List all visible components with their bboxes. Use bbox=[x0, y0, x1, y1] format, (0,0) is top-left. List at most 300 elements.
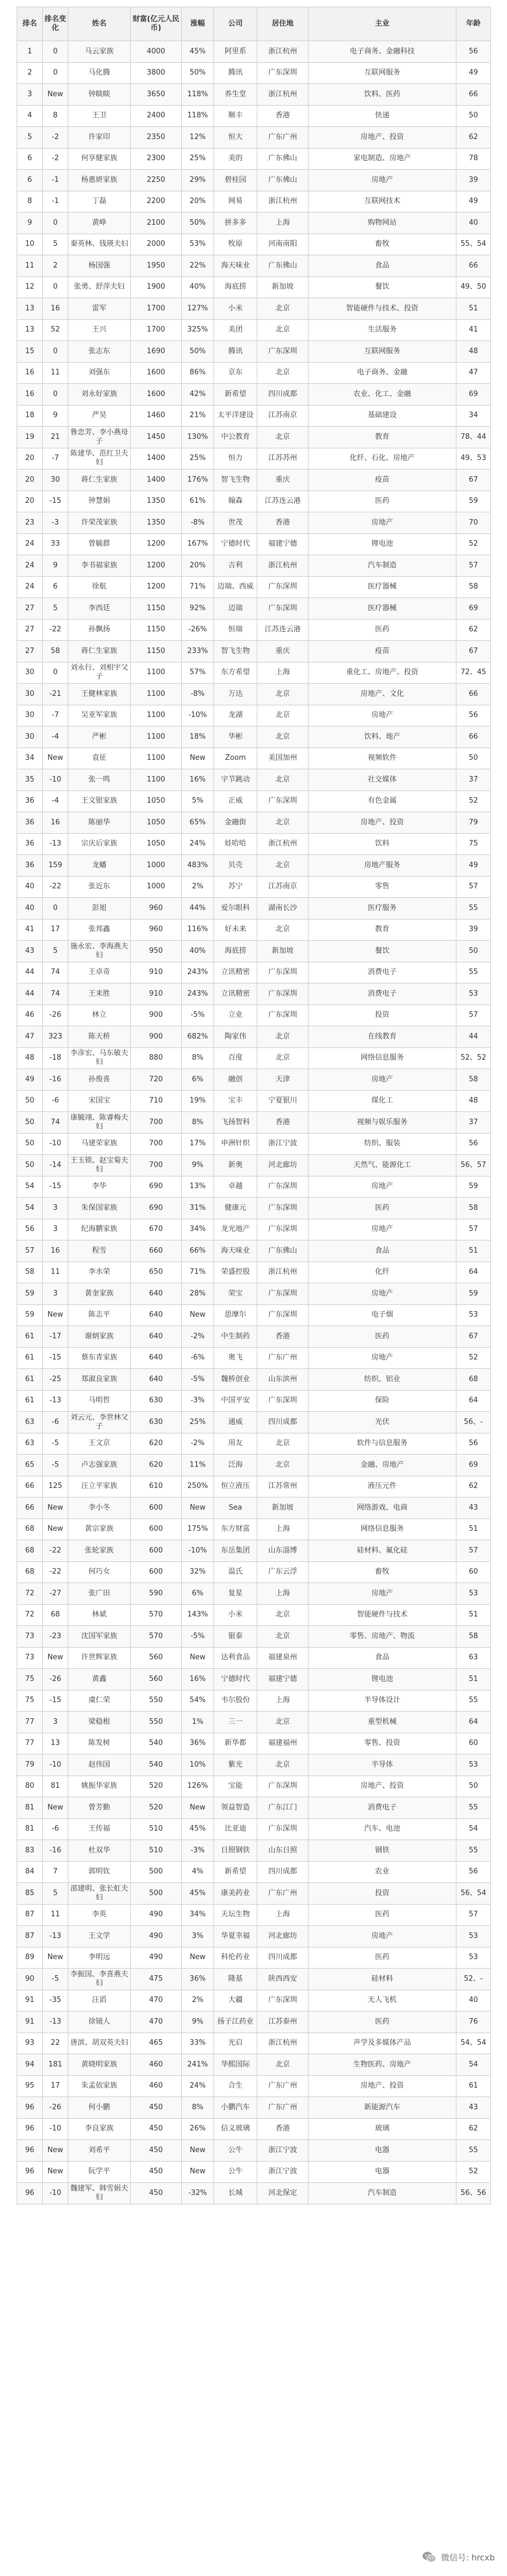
cell-rank-change: -15 bbox=[43, 491, 68, 512]
cell-growth: 86% bbox=[182, 362, 214, 384]
cell-residence: 广东佛山 bbox=[257, 1240, 309, 1262]
cell-residence: 北京 bbox=[257, 726, 309, 748]
cell-growth: 40% bbox=[182, 941, 214, 962]
cell-age: 52 bbox=[456, 533, 491, 555]
cell-company: 新希望 bbox=[214, 1861, 257, 1883]
cell-wealth: 1100 bbox=[131, 769, 182, 791]
cell-wealth: 660 bbox=[131, 1240, 182, 1262]
cell-industry: 网络信息服务 bbox=[309, 1519, 456, 1540]
cell-wealth: 475 bbox=[131, 1969, 182, 1990]
cell-name: 曾毓群 bbox=[68, 533, 131, 555]
table-row bbox=[17, 2161, 491, 2183]
cell-age: 52 bbox=[456, 2161, 491, 2183]
cell-name: 李振国、李喜燕夫妇 bbox=[68, 1969, 131, 1990]
cell-growth: 20% bbox=[182, 191, 214, 212]
table-row bbox=[17, 898, 491, 919]
cell-rank: 49 bbox=[17, 1069, 43, 1091]
cell-industry: 玻璃 bbox=[309, 2118, 456, 2140]
cell-company: 扬子江药业 bbox=[214, 2011, 257, 2033]
cell-growth: 24% bbox=[182, 833, 214, 855]
cell-rank: 36 bbox=[17, 812, 43, 834]
cell-age: 75 bbox=[456, 833, 491, 855]
cell-industry: 房地产、投资 bbox=[309, 1776, 456, 1797]
cell-age: 76 bbox=[456, 2011, 491, 2033]
table-row bbox=[17, 1326, 491, 1348]
cell-residence: 北京 bbox=[257, 427, 309, 448]
cell-rank-change: 0 bbox=[43, 384, 68, 406]
cell-growth: -6% bbox=[182, 1347, 214, 1369]
cell-wealth: 1700 bbox=[131, 319, 182, 341]
cell-age: 70 bbox=[456, 512, 491, 534]
cell-residence: 广东广州 bbox=[257, 1883, 309, 1905]
cell-residence: 香港 bbox=[257, 2118, 309, 2140]
table-row bbox=[17, 576, 491, 598]
cell-company: 大疆 bbox=[214, 1990, 257, 2011]
cell-growth: 24% bbox=[182, 2075, 214, 2097]
cell-residence: 上海 bbox=[257, 212, 309, 234]
cell-rank: 95 bbox=[17, 2075, 43, 2097]
table-row bbox=[17, 1476, 491, 1497]
cell-wealth: 880 bbox=[131, 1047, 182, 1069]
cell-residence: 北京 bbox=[257, 855, 309, 877]
cell-company: 长城 bbox=[214, 2183, 257, 2204]
cell-company: 腾讯 bbox=[214, 341, 257, 363]
cell-residence: 北京 bbox=[257, 1433, 309, 1455]
cell-age: 66 bbox=[456, 84, 491, 106]
cell-industry: 智能硬件与技术、投资 bbox=[309, 298, 456, 320]
cell-age: 62 bbox=[456, 619, 491, 641]
cell-industry: 天然气、能源化工 bbox=[309, 1155, 456, 1176]
cell-residence: 广东深圳 bbox=[257, 1990, 309, 2011]
cell-residence: 福建宁德 bbox=[257, 533, 309, 555]
cell-industry: 房地产 bbox=[309, 1283, 456, 1305]
cell-company: 美的 bbox=[214, 148, 257, 170]
cell-residence: 四川成都 bbox=[257, 1412, 309, 1433]
cell-name: 张广田 bbox=[68, 1583, 131, 1605]
cell-growth: 65% bbox=[182, 812, 214, 834]
cell-residence: 浙江宁波 bbox=[257, 2140, 309, 2162]
cell-rank: 30 bbox=[17, 726, 43, 748]
cell-name: 黄奎家族 bbox=[68, 1283, 131, 1305]
cell-age: 40 bbox=[456, 1990, 491, 2011]
cell-age: 52、52 bbox=[456, 1047, 491, 1069]
cell-company: 荣宝 bbox=[214, 1283, 257, 1305]
cell-rank: 8 bbox=[17, 191, 43, 212]
cell-wealth: 490 bbox=[131, 1926, 182, 1947]
cell-growth: 36% bbox=[182, 1969, 214, 1990]
cell-rank: 57 bbox=[17, 1240, 43, 1262]
cell-age: 52 bbox=[456, 790, 491, 812]
table-row bbox=[17, 1155, 491, 1176]
cell-wealth: 1100 bbox=[131, 748, 182, 769]
cell-wealth: 1900 bbox=[131, 276, 182, 298]
cell-company: 立讯精密 bbox=[214, 962, 257, 983]
cell-age: 58 bbox=[456, 1626, 491, 1648]
cell-name: 梁稳根 bbox=[68, 1712, 131, 1733]
cell-rank-change: -13 bbox=[43, 1390, 68, 1412]
cell-rank-change: 5 bbox=[43, 598, 68, 620]
cell-industry: 零售 bbox=[309, 876, 456, 898]
cell-rank: 77 bbox=[17, 1712, 43, 1733]
cell-rank: 56 bbox=[17, 1219, 43, 1240]
cell-company: 智飞生物 bbox=[214, 641, 257, 662]
cell-rank-change: 13 bbox=[43, 1733, 68, 1754]
table-row bbox=[17, 1090, 491, 1112]
table-row bbox=[17, 62, 491, 84]
table-row bbox=[17, 1283, 491, 1305]
cell-name: 许世辉家族 bbox=[68, 1647, 131, 1669]
cell-rank-change: 0 bbox=[43, 62, 68, 84]
cell-rank: 24 bbox=[17, 555, 43, 577]
cell-rank: 19 bbox=[17, 427, 43, 448]
cell-industry: 房地产 bbox=[309, 1069, 456, 1091]
cell-company: 申洲针织 bbox=[214, 1133, 257, 1155]
cell-name: 陈天桥 bbox=[68, 1026, 131, 1048]
table-row bbox=[17, 1969, 491, 1990]
cell-industry: 消费电子 bbox=[309, 1797, 456, 1819]
cell-residence: 江苏常州 bbox=[257, 1476, 309, 1497]
cell-wealth: 640 bbox=[131, 1283, 182, 1305]
cell-rank-change: -10 bbox=[43, 2183, 68, 2204]
cell-company: 宝能 bbox=[214, 1776, 257, 1797]
cell-wealth: 720 bbox=[131, 1069, 182, 1091]
cell-growth: 126% bbox=[182, 1776, 214, 1797]
cell-company: 比亚迪 bbox=[214, 1818, 257, 1840]
cell-rank-change: -5 bbox=[43, 1969, 68, 1990]
cell-company: 卓越 bbox=[214, 1176, 257, 1198]
cell-rank-change: 52 bbox=[43, 319, 68, 341]
cell-rank-change: New bbox=[43, 1797, 68, 1819]
table-row bbox=[17, 705, 491, 726]
cell-age: 55 bbox=[456, 1690, 491, 1712]
cell-growth: 25% bbox=[182, 448, 214, 469]
cell-rank-change: 22 bbox=[43, 2033, 68, 2054]
cell-growth: 71% bbox=[182, 576, 214, 598]
cell-rank: 27 bbox=[17, 619, 43, 641]
cell-wealth: 465 bbox=[131, 2033, 182, 2054]
cell-residence: 北京 bbox=[257, 1604, 309, 1626]
cell-wealth: 560 bbox=[131, 1669, 182, 1690]
cell-rank: 73 bbox=[17, 1626, 43, 1648]
cell-growth: 17% bbox=[182, 1133, 214, 1155]
cell-wealth: 670 bbox=[131, 1219, 182, 1240]
cell-name: 刘希平 bbox=[68, 2140, 131, 2162]
cell-rank: 20 bbox=[17, 469, 43, 491]
cell-rank-change: 8 bbox=[43, 105, 68, 127]
table-row bbox=[17, 1904, 491, 1926]
cell-age: 54 bbox=[456, 1818, 491, 1840]
cell-company: 新华都 bbox=[214, 1733, 257, 1754]
cell-wealth: 610 bbox=[131, 1476, 182, 1497]
cell-rank-change: -15 bbox=[43, 1690, 68, 1712]
cell-rank: 96 bbox=[17, 2118, 43, 2140]
cell-wealth: 1000 bbox=[131, 876, 182, 898]
cell-company: 合生 bbox=[214, 2075, 257, 2097]
wealth-rank-table bbox=[17, 7, 491, 2204]
cell-age: 59 bbox=[456, 491, 491, 512]
cell-company: 恒大 bbox=[214, 127, 257, 149]
cell-industry: 视频与娱乐服务 bbox=[309, 1112, 456, 1134]
cell-age: 59 bbox=[456, 1176, 491, 1198]
cell-age: 52 bbox=[456, 1347, 491, 1369]
cell-rank-change: -10 bbox=[43, 2118, 68, 2140]
cell-wealth: 1350 bbox=[131, 512, 182, 534]
cell-age: 54、54 bbox=[456, 2033, 491, 2054]
cell-industry: 餐饮 bbox=[309, 276, 456, 298]
table-row bbox=[17, 1519, 491, 1540]
cell-rank: 30 bbox=[17, 662, 43, 684]
cell-name: 何小鹏 bbox=[68, 2097, 131, 2119]
cell-wealth: 570 bbox=[131, 1626, 182, 1648]
cell-growth: 16% bbox=[182, 1669, 214, 1690]
table-row bbox=[17, 769, 491, 791]
cell-residence: 浙江宁波 bbox=[257, 1133, 309, 1155]
cell-rank-change: 9 bbox=[43, 405, 68, 427]
cell-name: 王卓奇 bbox=[68, 962, 131, 983]
table-row bbox=[17, 2183, 491, 2204]
cell-industry: 家电制造、房地产 bbox=[309, 148, 456, 170]
cell-industry: 房地产 bbox=[309, 1219, 456, 1240]
cell-growth: 33% bbox=[182, 2033, 214, 2054]
cell-company: 东岳集团 bbox=[214, 1540, 257, 1562]
cell-residence: 北京 bbox=[257, 1754, 309, 1776]
cell-growth: -3% bbox=[182, 1840, 214, 1862]
cell-growth: 2% bbox=[182, 876, 214, 898]
cell-growth: 71% bbox=[182, 1262, 214, 1283]
cell-growth: 26% bbox=[182, 2118, 214, 2140]
cell-name: 唐滨、胡双英夫妇 bbox=[68, 2033, 131, 2054]
cell-name: 阮学平 bbox=[68, 2161, 131, 2183]
cell-company: 网易 bbox=[214, 191, 257, 212]
cell-rank-change: 11 bbox=[43, 362, 68, 384]
cell-name: 钟睒睒 bbox=[68, 84, 131, 106]
cell-growth: New bbox=[182, 1947, 214, 1969]
wechat-watermark bbox=[422, 2549, 495, 2565]
cell-industry: 饮料、医药 bbox=[309, 84, 456, 106]
cell-growth: 28% bbox=[182, 1283, 214, 1305]
table-row bbox=[17, 1754, 491, 1776]
cell-industry: 汽车制造 bbox=[309, 2183, 456, 2204]
cell-wealth: 2350 bbox=[131, 127, 182, 149]
cell-rank: 44 bbox=[17, 962, 43, 983]
cell-growth: New bbox=[182, 1497, 214, 1519]
cell-wealth: 490 bbox=[131, 1947, 182, 1969]
cell-wealth: 1400 bbox=[131, 448, 182, 469]
cell-wealth: 1600 bbox=[131, 362, 182, 384]
cell-growth: 34% bbox=[182, 1904, 214, 1926]
cell-company: 小鹏汽车 bbox=[214, 2097, 257, 2119]
cell-company: Zoom bbox=[214, 748, 257, 769]
cell-company: 复星 bbox=[214, 1583, 257, 1605]
cell-rank: 35 bbox=[17, 769, 43, 791]
cell-age: 78 bbox=[456, 148, 491, 170]
cell-residence: 广东广州 bbox=[257, 1347, 309, 1369]
cell-wealth: 1050 bbox=[131, 833, 182, 855]
cell-residence: 浙江杭州 bbox=[257, 833, 309, 855]
cell-age: 48 bbox=[456, 1090, 491, 1112]
cell-wealth: 900 bbox=[131, 1005, 182, 1026]
table-row bbox=[17, 298, 491, 320]
cell-name: 王玉锁、赵宝菊夫妇 bbox=[68, 1155, 131, 1176]
cell-rank-change: -6 bbox=[43, 1412, 68, 1433]
cell-growth: 6% bbox=[182, 1069, 214, 1091]
table-row bbox=[17, 84, 491, 106]
cell-growth: 25% bbox=[182, 1412, 214, 1433]
cell-residence: 上海 bbox=[257, 1904, 309, 1926]
cell-industry: 医药 bbox=[309, 491, 456, 512]
cell-growth: New bbox=[182, 1647, 214, 1669]
cell-name: 宗庆后家族 bbox=[68, 833, 131, 855]
cell-industry: 房地产 bbox=[309, 512, 456, 534]
cell-growth: 9% bbox=[182, 1155, 214, 1176]
cell-industry: 疫苗 bbox=[309, 641, 456, 662]
cell-rank-change: 74 bbox=[43, 1112, 68, 1134]
cell-company: 魏桥创业 bbox=[214, 1369, 257, 1391]
cell-industry: 农业、化工、金融 bbox=[309, 384, 456, 406]
table-row bbox=[17, 1176, 491, 1198]
table-row bbox=[17, 405, 491, 427]
table-row bbox=[17, 983, 491, 1005]
cell-company: 东方财富 bbox=[214, 1519, 257, 1540]
cell-wealth: 910 bbox=[131, 962, 182, 983]
cell-company: 华夏幸福 bbox=[214, 1926, 257, 1947]
cell-company: 思摩尔 bbox=[214, 1304, 257, 1326]
cell-name: 黄鑫 bbox=[68, 1669, 131, 1690]
cell-wealth: 450 bbox=[131, 2161, 182, 2183]
cell-name: 王文银家族 bbox=[68, 790, 131, 812]
cell-growth: -5% bbox=[182, 1626, 214, 1648]
cell-growth: 10% bbox=[182, 1754, 214, 1776]
table-row bbox=[17, 2011, 491, 2033]
cell-name: 王来胜 bbox=[68, 983, 131, 1005]
cell-age: 53 bbox=[456, 1304, 491, 1326]
cell-name: 蔡东青家族 bbox=[68, 1347, 131, 1369]
cell-age: 56、54 bbox=[456, 1883, 491, 1905]
cell-growth: 4% bbox=[182, 1861, 214, 1883]
cell-rank-change: -23 bbox=[43, 1626, 68, 1648]
cell-industry: 医疗器械 bbox=[309, 576, 456, 598]
cell-industry: 零售、房地产、物流 bbox=[309, 1626, 456, 1648]
cell-industry: 重化工、房地产、投资 bbox=[309, 662, 456, 684]
cell-age: 53 bbox=[456, 1583, 491, 1605]
cell-rank: 18 bbox=[17, 405, 43, 427]
cell-company: 奥飞 bbox=[214, 1347, 257, 1369]
cell-residence: 广东深圳 bbox=[257, 1219, 309, 1240]
cell-growth: 34% bbox=[182, 1219, 214, 1240]
cell-growth: 5% bbox=[182, 790, 214, 812]
cell-name: 沈国军家族 bbox=[68, 1626, 131, 1648]
table-row bbox=[17, 684, 491, 705]
cell-industry: 网络信息服务 bbox=[309, 1047, 456, 1069]
cell-age: 57 bbox=[456, 1904, 491, 1926]
cell-growth: 1% bbox=[182, 1712, 214, 1733]
table-row bbox=[17, 1005, 491, 1026]
cell-company: 东方希望 bbox=[214, 662, 257, 684]
cell-wealth: 1460 bbox=[131, 405, 182, 427]
cell-age: 78、44 bbox=[456, 427, 491, 448]
cell-age: 57 bbox=[456, 1540, 491, 1562]
cell-residence: 广东深圳 bbox=[257, 1198, 309, 1219]
cell-name: 蒋仁生家族 bbox=[68, 641, 131, 662]
cell-company: 正威 bbox=[214, 790, 257, 812]
cell-rank: 15 bbox=[17, 341, 43, 363]
cell-wealth: 450 bbox=[131, 2183, 182, 2204]
cell-wealth: 1200 bbox=[131, 555, 182, 577]
cell-industry: 声学及多媒体产品 bbox=[309, 2033, 456, 2054]
cell-company: 阿里系 bbox=[214, 41, 257, 63]
cell-rank: 89 bbox=[17, 1947, 43, 1969]
cell-industry: 食品 bbox=[309, 1240, 456, 1262]
cell-industry: 软件与信息服务 bbox=[309, 1433, 456, 1455]
cell-rank-change: -15 bbox=[43, 1347, 68, 1369]
cell-residence: 广东深圳 bbox=[257, 790, 309, 812]
cell-company: 小米 bbox=[214, 1604, 257, 1626]
cell-name: 严昊 bbox=[68, 405, 131, 427]
cell-rank-change: New bbox=[43, 1519, 68, 1540]
cell-name: 许家印 bbox=[68, 127, 131, 149]
cell-residence: 上海 bbox=[257, 662, 309, 684]
cell-company: 飞扬智科 bbox=[214, 1112, 257, 1134]
cell-age: 50 bbox=[456, 105, 491, 127]
table-row bbox=[17, 512, 491, 534]
cell-name: 何巧女 bbox=[68, 1561, 131, 1583]
cell-wealth: 2400 bbox=[131, 105, 182, 127]
cell-rank: 68 bbox=[17, 1540, 43, 1562]
cell-age: 55、54 bbox=[456, 234, 491, 255]
cell-rank: 36 bbox=[17, 833, 43, 855]
table-row bbox=[17, 255, 491, 277]
table-row bbox=[17, 448, 491, 469]
cell-growth: 12% bbox=[182, 127, 214, 149]
cell-rank: 20 bbox=[17, 491, 43, 512]
cell-industry: 食品 bbox=[309, 1647, 456, 1669]
cell-industry: 互联网服务 bbox=[309, 341, 456, 363]
table-row bbox=[17, 276, 491, 298]
cell-age: 63 bbox=[456, 1647, 491, 1669]
cell-growth: 250% bbox=[182, 1476, 214, 1497]
cell-age: 55 bbox=[456, 2140, 491, 2162]
cell-wealth: 460 bbox=[131, 2054, 182, 2076]
cell-rank-change: -7 bbox=[43, 705, 68, 726]
cell-growth: 127% bbox=[182, 298, 214, 320]
cell-residence: 陕西西安 bbox=[257, 1969, 309, 1990]
cell-growth: 36% bbox=[182, 1733, 214, 1754]
table-row bbox=[17, 1947, 491, 1969]
cell-name: 马建荣家族 bbox=[68, 1133, 131, 1155]
cell-company: 翰森 bbox=[214, 491, 257, 512]
cell-residence: 江苏连云港 bbox=[257, 491, 309, 512]
cell-rank-change: 3 bbox=[43, 1712, 68, 1733]
cell-industry: 保险 bbox=[309, 1390, 456, 1412]
cell-residence: 北京 bbox=[257, 1626, 309, 1648]
header-residence: 居住地 bbox=[257, 7, 309, 41]
cell-rank-change: -13 bbox=[43, 1926, 68, 1947]
cell-industry: 房地产、投资 bbox=[309, 2075, 456, 2097]
cell-growth: 118% bbox=[182, 105, 214, 127]
header-rank: 排名 bbox=[17, 7, 43, 41]
cell-name: 王健林家族 bbox=[68, 684, 131, 705]
cell-residence: 重庆 bbox=[257, 469, 309, 491]
cell-wealth: 3650 bbox=[131, 84, 182, 106]
cell-rank-change: 58 bbox=[43, 641, 68, 662]
cell-company: 新奥 bbox=[214, 1155, 257, 1176]
cell-growth: -8% bbox=[182, 684, 214, 705]
cell-industry: 医药 bbox=[309, 1947, 456, 1969]
cell-residence: 北京 bbox=[257, 1712, 309, 1733]
cell-company: 光启 bbox=[214, 2033, 257, 2054]
cell-name: 曾芳勤 bbox=[68, 1797, 131, 1819]
cell-wealth: 520 bbox=[131, 1776, 182, 1797]
